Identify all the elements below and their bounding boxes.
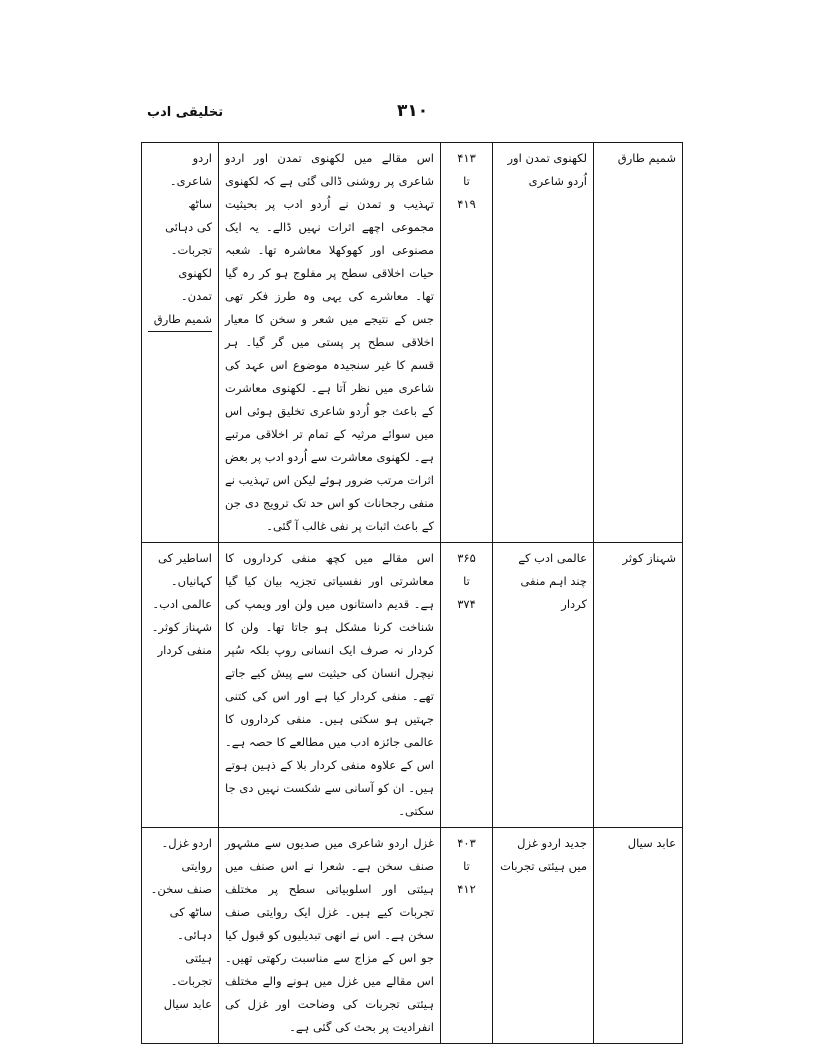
- page-to: تا: [463, 859, 470, 873]
- keyword: عالمی ادب۔: [152, 597, 212, 611]
- pages-cell: [441, 828, 493, 1044]
- section-title: تخلیقی ادب: [147, 105, 224, 120]
- keyword: کی دہائی تجربات۔: [165, 220, 212, 257]
- page-to: تا: [463, 174, 470, 188]
- table-row: [142, 543, 683, 828]
- keyword: صنف سخن۔ ساٹھ کی: [150, 882, 212, 919]
- author-cell: شمیم طارق: [594, 143, 683, 543]
- page-number: ۳۱۰: [397, 101, 429, 121]
- page-end: ۳۷۴: [457, 597, 476, 611]
- keyword: شہناز کوثر۔: [151, 620, 212, 634]
- pages-cell: [441, 543, 493, 828]
- keyword: تجربات۔: [170, 974, 212, 988]
- keywords-cell: [142, 828, 219, 1044]
- title-cell: جدید اردو غزل میں ہیئتی تجربات: [493, 828, 594, 1044]
- keyword: منفی کردار: [157, 643, 212, 657]
- author-cell: شہناز کوثر: [594, 543, 683, 828]
- page-start: ۴۱۳: [457, 151, 476, 165]
- page-start: ۴۰۳: [457, 836, 476, 850]
- table-row: [142, 828, 683, 1044]
- title-cell: لکھنوی تمدن اور اُردو شاعری: [493, 143, 594, 543]
- keywords-cell: [142, 143, 219, 543]
- title-cell: عالمی ادب کے چند اہم منفی کردار: [493, 543, 594, 828]
- page-to: تا: [463, 574, 470, 588]
- keyword: دہائی۔ ہیئتی: [177, 928, 212, 965]
- keywords-cell: [142, 543, 219, 828]
- keyword: شمیم طارق: [148, 308, 212, 332]
- summary-cell: غزل اردو شاعری میں صدیوں سے مشہور صنف سخن ہے۔ شعرا نے اس صنف میں ہیئتی اور اسلوبیاتی سطح پر مختلف تجربات کیے ہیں۔ غزل ایک روایتی صنف سخن ہے۔ اس نے انھی تبدیلیوں کو قبول کیا جو اس کے مزاج سے مناسبت رکھتی تھیں۔ اس مقالے میں غزل میں ہونے والے مختلف ہیئتی تجربات کی وضاحت اور غزل کی انفرادیت پر بحث کی گئی ہے۔: [219, 828, 441, 1044]
- table-row: [142, 143, 683, 543]
- keyword: اردو شاعری۔ ساٹھ: [169, 151, 212, 211]
- author-cell: عابد سیال: [594, 828, 683, 1044]
- summary-cell: اس مقالے میں کچھ منفی کرداروں کا معاشرتی اور نفسیاتی تجزیہ بیان کیا گیا ہے۔ قدیم داستانوں میں ولن اور ویمپ کی شناخت کرنا مشکل ہو جاتا تھا۔ ولن کا کردار نہ صرف ایک انسانی روپ بلکہ سُپر نیچرل انسان کی حیثیت سے پیش کیے جاتے تھے۔ منفی کردار کیا ہے اور اس کی کتنی جہتیں ہو سکتی ہیں۔ منفی کرداروں کا عالمی جائزہ ادب میں مطالعے کا حصہ ہے۔ اس کے علاوہ منفی کردار بلا کے ذہین ہوتے ہیں۔ ان کو آسانی سے شکست نہیں دی جا سکتی۔: [219, 543, 441, 828]
- keyword: اساطیر کی کہانیاں۔: [157, 551, 212, 588]
- pages-cell: [441, 143, 493, 543]
- page-start: ۳۶۵: [457, 551, 476, 565]
- articles-table: [141, 142, 683, 1044]
- keyword: اردو غزل۔ روایتی: [161, 836, 212, 873]
- summary-cell: اس مقالے میں لکھنوی تمدن اور اردو شاعری پر روشنی ڈالی گئی ہے کہ لکھنوی تہذیب و تمدن نے اُردو ادب پر بحیثیت مجموعی اچھے اثرات نہیں ڈالے۔ یہ ایک مصنوعی اور کھوکھلا معاشرہ تھا۔ شعبہ حیات اخلاقی سطح پر مفلوج ہو کر رہ گیا تھا۔ معاشرے کی یہی وہ طرز فکر تھی جس کے نتیجے میں شعر و سخن کا معیار اخلاقی سطح پر پستی میں گر گیا۔ ہر قسم کا غیر سنجیدہ موضوع اس عہد کی شاعری میں نظر آتا ہے۔ لکھنوی معاشرت کے باعث جو اُردو شاعری تخلیق ہوئی اس میں سوائے مرثیہ کے تمام تر اخلاقی مرتبے ہے۔ لکھنوی معاشرت سے اُردو ادب پر بعض اثرات مرتب ضرور ہوئے لیکن اس تہذیب نے منفی رجحانات کو اس حد تک ترویج دی جن کے باعث اثبات پر نفی غالب آ گئی۔: [219, 143, 441, 543]
- keyword: عابد سیال: [163, 997, 212, 1011]
- keyword: لکھنوی تمدن۔: [178, 266, 212, 303]
- page-end: ۴۱۹: [457, 197, 476, 211]
- page-end: ۴۱۲: [457, 882, 476, 896]
